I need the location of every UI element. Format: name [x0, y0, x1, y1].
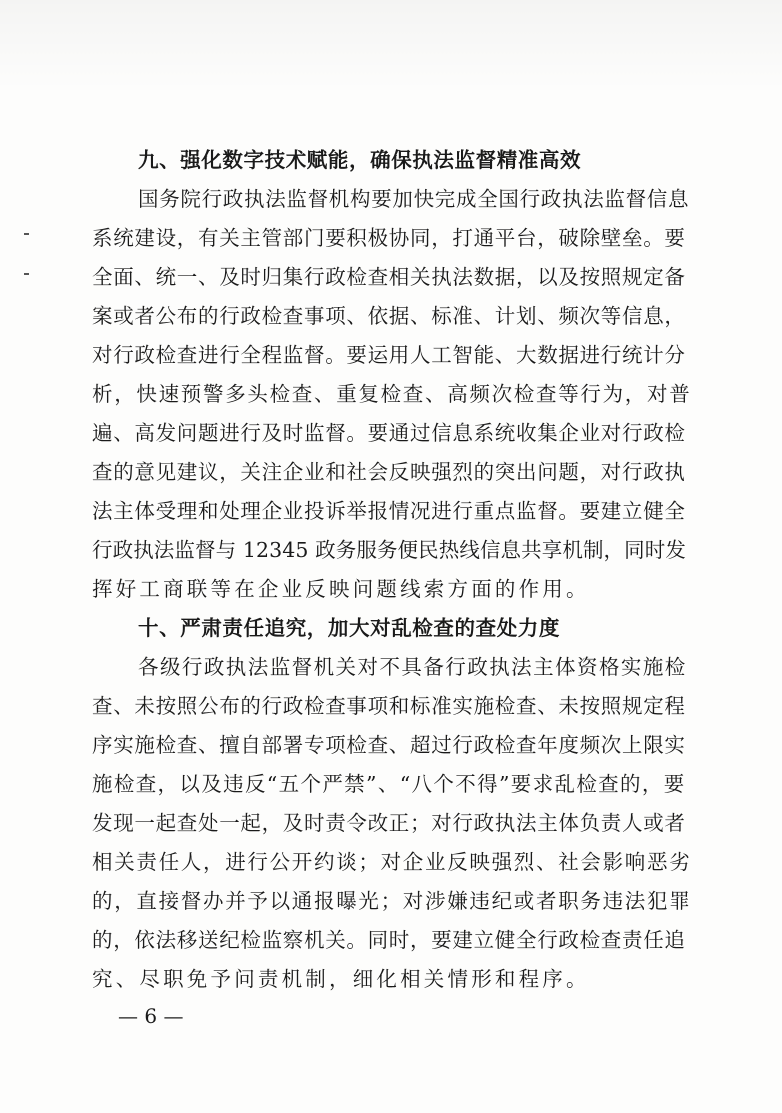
scan-mark	[24, 233, 29, 235]
scan-mark	[24, 273, 29, 275]
paragraph-line: 序实施检查、擅自部署专项检查、超过行政检查年度频次上限实	[92, 733, 686, 757]
paragraph-line: 遍、高发问题进行及时监督。要通过信息系统收集企业对行政检	[92, 421, 686, 445]
section-heading: 十、严肃责任追究，加大对乱检查的查处力度	[138, 616, 560, 640]
paragraph-line: 行政执法监督与 12345 政务服务便民热线信息共享机制，同时发	[92, 538, 686, 562]
paragraph-line: 案或者公布的行政检查事项、依据、标准、计划、频次等信息，	[92, 304, 686, 328]
paragraph-line: 施检查，以及违反“五个严禁”、“八个不得”要求乱检查的，要	[92, 772, 686, 796]
paragraph-line: 挥好工商联等在企业反映问题线索方面的作用。	[92, 577, 590, 601]
paragraph-line: 全面、统一、及时归集行政检查相关执法数据，以及按照规定备	[92, 265, 686, 289]
paragraph-line: 查的意见建议，关注企业和社会反映强烈的突出问题，对行政执	[92, 460, 686, 484]
paragraph-line: 的，直接督办并予以通报曝光；对涉嫌违纪或者职务违法犯罪	[92, 889, 692, 913]
paragraph-line: 系统建设，有关主管部门要积极协同，打通平台，破除壁垒。要	[92, 226, 686, 250]
page-number: — 6 —	[118, 1004, 184, 1028]
paragraph-line: 究、尽职免予问责机制，细化相关情形和程序。	[92, 967, 590, 991]
paragraph-line: 各级行政执法监督机关对不具备行政执法主体资格实施检	[138, 655, 687, 679]
paragraph-line: 相关责任人，进行公开约谈；对企业反映强烈、社会影响恶劣	[92, 850, 692, 874]
paragraph-line: 发现一起查处一起，及时责令改正；对行政执法主体负责人或者	[92, 811, 686, 835]
document-body	[92, 141, 692, 999]
paragraph-line: 析，快速预警多头检查、重复检查、高频次检查等行为，对普	[92, 382, 692, 406]
paragraph-line: 对行政检查进行全程监督。要运用人工智能、大数据进行统计分	[92, 343, 686, 367]
paragraph-line: 法主体受理和处理企业投诉举报情况进行重点监督。要建立健全	[92, 499, 686, 523]
paragraph-line: 查、未按照公布的行政检查事项和标准实施检查、未按照规定程	[92, 694, 686, 718]
paragraph-line: 国务院行政执法监督机构要加快完成全国行政执法监督信息	[138, 187, 690, 211]
scan-shading	[0, 0, 782, 90]
paragraph-line: 的，依法移送纪检监察机关。同时，要建立健全行政检查责任追	[92, 928, 686, 952]
section-heading: 九、强化数字技术赋能，确保执法监督精准高效	[138, 148, 582, 172]
